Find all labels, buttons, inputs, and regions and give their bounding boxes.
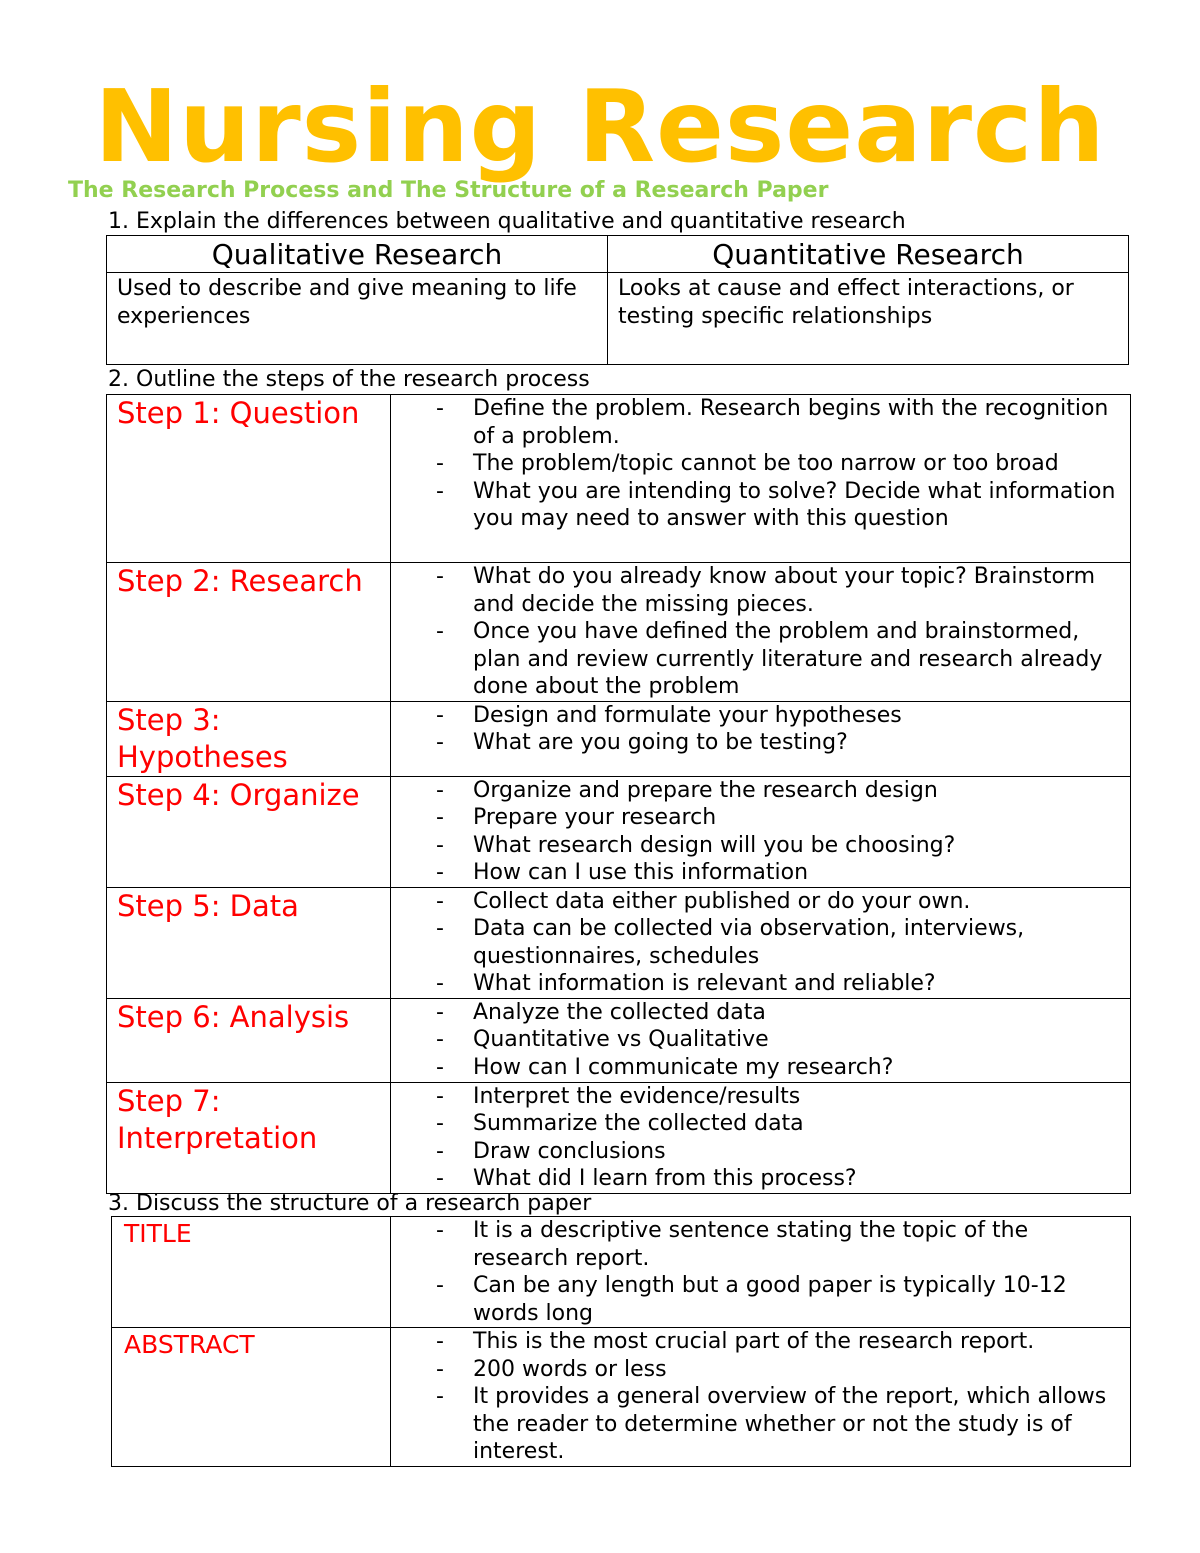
step-name: Step 7: Interpretation: [107, 1082, 391, 1193]
question-1: [108, 211, 906, 233]
bullet-item: [391, 859, 1130, 887]
step-row: [107, 776, 1131, 887]
bullet-list: [391, 1328, 1130, 1466]
step-row: [107, 563, 1131, 702]
bullet-item: [391, 970, 1130, 998]
bullet-text: What are you going to be testing?: [473, 730, 848, 755]
dash-bullet-icon: -: [436, 1027, 444, 1052]
step-points: [391, 776, 1131, 887]
bullet-text: Analyze the collected data: [473, 999, 766, 1025]
dash-bullet-icon: -: [436, 1218, 444, 1243]
bullet-list: [391, 1217, 1130, 1327]
bullet-text: It is a descriptive sentence stating the topic of the research report.: [473, 1218, 1029, 1271]
step-points: [391, 395, 1131, 563]
bullet-text: Can be any length but a good paper is typically 10-12 words long: [473, 1273, 1067, 1326]
question-2-number: 2.: [108, 367, 129, 392]
bullet-item: [391, 999, 1130, 1027]
bullet-item: [391, 832, 1130, 860]
dash-bullet-icon: -: [436, 1083, 444, 1109]
dash-bullet-icon: -: [436, 702, 444, 728]
step-name: Step 4: Organize: [107, 776, 391, 887]
step-name: Step 5: Data: [107, 887, 391, 998]
section-name: ABSTRACT: [112, 1328, 391, 1467]
bullet-item: [391, 1138, 1130, 1166]
question-1-text: Explain the differences between qualitative and quantitative research: [136, 209, 906, 234]
bullet-item: [391, 1356, 1130, 1384]
section-points: [391, 1328, 1131, 1467]
dash-bullet-icon: -: [436, 999, 444, 1025]
bullet-text: How can I communicate my research?: [473, 1054, 894, 1080]
step-row: [107, 701, 1131, 776]
bullet-text: Design and formulate your hypotheses: [473, 702, 902, 728]
dash-bullet-icon: -: [436, 805, 444, 830]
bullet-list: [391, 395, 1130, 533]
qualitative-header: Qualitative Research: [107, 236, 608, 273]
dash-bullet-icon: -: [436, 451, 444, 476]
bullet-text: Define the problem. Research begins with the recognition of a problem.: [473, 396, 1109, 449]
bullet-item: [391, 702, 1130, 730]
bullet-item: [391, 777, 1130, 805]
step-name: Step 6: Analysis: [107, 998, 391, 1082]
quantitative-description: Looks at cause and effect interactions, or testing specific relationships: [608, 273, 1129, 365]
bullet-item: [391, 1054, 1130, 1082]
step-points: [391, 998, 1131, 1082]
step-row: [107, 998, 1131, 1082]
dash-bullet-icon: -: [436, 1356, 444, 1382]
bullet-text: What research design will you be choosing?: [473, 832, 956, 858]
question-3: [108, 1193, 591, 1215]
bullet-item: [391, 618, 1130, 701]
bullet-item: [391, 478, 1130, 533]
dash-bullet-icon: -: [436, 971, 444, 996]
question-3-number: 3.: [108, 1191, 129, 1216]
bullet-text: How can I use this information: [473, 860, 809, 885]
bullet-text: Draw conclusions: [473, 1138, 666, 1164]
bullet-item: [391, 1026, 1130, 1054]
dash-bullet-icon: -: [436, 396, 444, 421]
bullet-item: [391, 1217, 1130, 1272]
bullet-item: [391, 1110, 1130, 1138]
step-name: Step 3: Hypotheses: [107, 701, 391, 776]
dash-bullet-icon: -: [436, 916, 444, 941]
bullet-text: Once you have defined the problem and brainstormed, plan and review currently literature and research already done about the problem: [473, 619, 1103, 699]
dash-bullet-icon: -: [436, 860, 444, 885]
step-row: [107, 395, 1131, 563]
step-points: [391, 887, 1131, 998]
dash-bullet-icon: -: [436, 1111, 444, 1136]
bullet-item: [391, 1165, 1130, 1193]
bullet-list: [391, 777, 1130, 887]
bullet-text: What do you already know about your topic? Brainstorm and decide the missing pieces.: [473, 564, 1096, 617]
bullet-text: This is the most crucial part of the research report.: [473, 1329, 1035, 1354]
page-title: Nursing Research: [94, 68, 1106, 185]
bullet-list: [391, 999, 1130, 1082]
dash-bullet-icon: -: [436, 478, 444, 504]
dash-bullet-icon: -: [436, 1384, 444, 1409]
bullet-item: [391, 1272, 1130, 1327]
dash-bullet-icon: -: [436, 1273, 444, 1298]
comparison-table: [106, 235, 1129, 365]
step-row: [107, 887, 1131, 998]
bullet-item: [391, 395, 1130, 450]
bullet-item: [391, 1383, 1130, 1466]
bullet-item: [391, 1083, 1130, 1111]
bullet-list: [391, 888, 1130, 998]
question-2: [108, 369, 590, 391]
question-2-text: Outline the steps of the research process: [136, 367, 590, 392]
bullet-text: Interpret the evidence/results: [473, 1083, 801, 1109]
bullet-text: What did I learn from this process?: [473, 1166, 857, 1191]
bullet-item: [391, 804, 1130, 832]
section-points: [391, 1217, 1131, 1328]
paper-structure-table: [111, 1216, 1131, 1467]
section-row: [112, 1328, 1131, 1467]
dash-bullet-icon: -: [436, 832, 444, 858]
bullet-text: Collect data either published or do your own.: [473, 888, 971, 914]
bullet-text: It provides a general overview of the report, which allows the reader to determine whether or not the study is of interest.: [473, 1384, 1107, 1464]
question-3-text: Discuss the structure of a research paper: [136, 1191, 592, 1216]
dash-bullet-icon: -: [436, 564, 444, 589]
dash-bullet-icon: -: [436, 1054, 444, 1080]
qualitative-description: Used to describe and give meaning to life experiences: [107, 273, 608, 365]
step-points: [391, 563, 1131, 702]
bullet-list: [391, 1083, 1130, 1193]
bullet-text: Organize and prepare the research design: [473, 777, 938, 803]
bullet-item: [391, 888, 1130, 916]
section-name: TITLE: [112, 1217, 391, 1328]
page-subtitle: The Research Process and The Structure of a Research Paper: [68, 178, 829, 203]
bullet-item: [391, 915, 1130, 970]
section-row: [112, 1217, 1131, 1328]
step-points: [391, 1082, 1131, 1193]
dash-bullet-icon: -: [436, 1138, 444, 1164]
step-name: Step 2: Research: [107, 563, 391, 702]
bullet-text: Summarize the collected data: [473, 1111, 804, 1136]
question-1-number: 1.: [108, 209, 129, 234]
dash-bullet-icon: -: [436, 1329, 444, 1354]
bullet-item: [391, 729, 1130, 757]
dash-bullet-icon: -: [436, 730, 444, 755]
dash-bullet-icon: -: [436, 1166, 444, 1191]
bullet-text: The problem/topic cannot be too narrow or too broad: [473, 451, 1059, 476]
research-steps-table: [106, 394, 1131, 1194]
bullet-text: Prepare your research: [473, 805, 717, 830]
bullet-text: Quantitative vs Qualitative: [473, 1027, 769, 1052]
dash-bullet-icon: -: [436, 619, 444, 644]
step-row: [107, 1082, 1131, 1193]
dash-bullet-icon: -: [436, 777, 444, 803]
dash-bullet-icon: -: [436, 888, 444, 914]
bullet-text: What information is relevant and reliable?: [473, 971, 936, 996]
quantitative-header: Quantitative Research: [608, 236, 1129, 273]
bullet-list: [391, 563, 1130, 701]
step-name: Step 1: Question: [107, 395, 391, 563]
bullet-text: What you are intending to solve? Decide what information you may need to answer with this question: [473, 478, 1116, 531]
bullet-item: [391, 450, 1130, 478]
bullet-item: [391, 563, 1130, 618]
bullet-text: 200 words or less: [473, 1356, 667, 1382]
bullet-text: Data can be collected via observation, interviews, questionnaires, schedules: [473, 916, 1025, 969]
bullet-list: [391, 702, 1130, 757]
bullet-item: [391, 1328, 1130, 1356]
step-points: [391, 701, 1131, 776]
